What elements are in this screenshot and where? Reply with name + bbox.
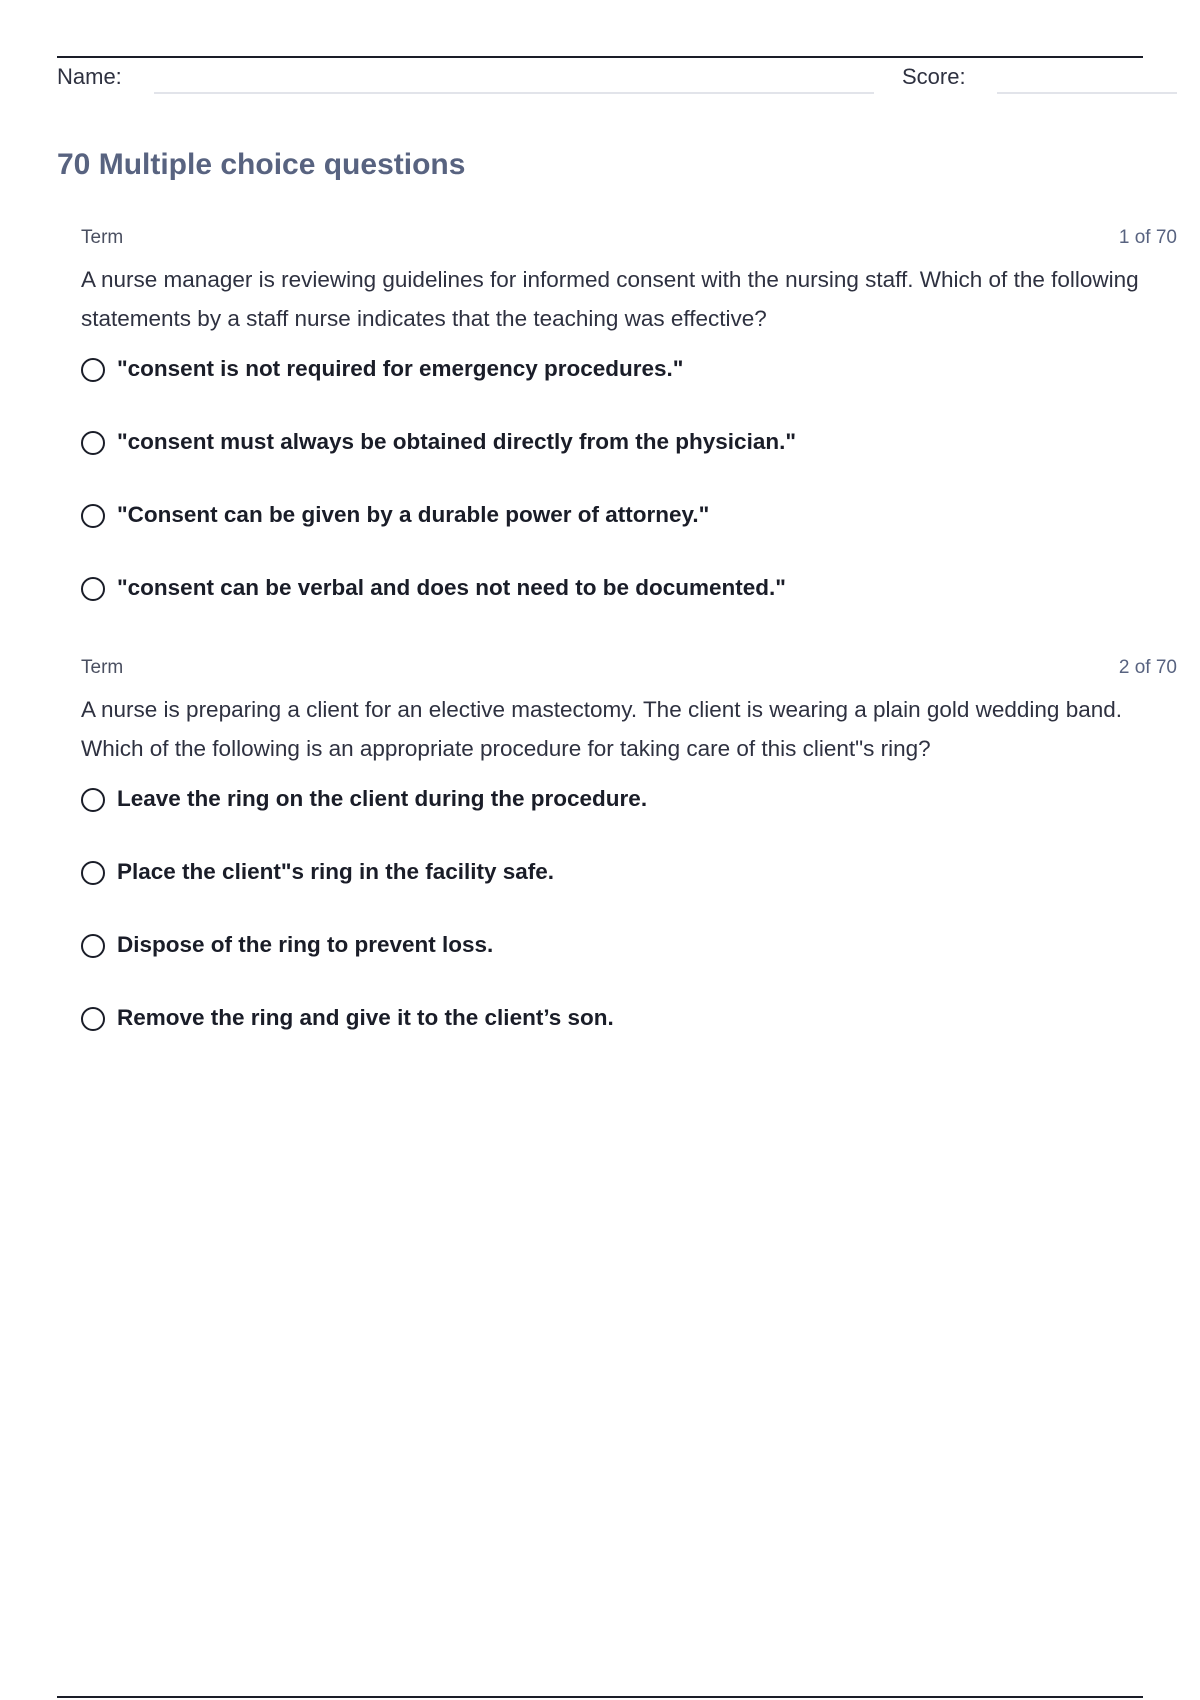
question-card xyxy=(81,655,1177,1074)
answer-option-label: Leave the ring on the client during the procedure. xyxy=(117,786,648,811)
top-divider xyxy=(57,56,1143,58)
name-label: Name: xyxy=(57,64,122,89)
radio-button-icon[interactable] xyxy=(81,358,105,382)
bottom-divider xyxy=(57,1696,1143,1698)
answer-option-label: Remove the ring and give it to the client’s son. xyxy=(117,1005,614,1030)
radio-button-icon[interactable] xyxy=(81,431,105,455)
answer-option-label: "consent can be verbal and does not need to be documented." xyxy=(117,575,786,600)
answer-option[interactable] xyxy=(81,498,1177,571)
name-field-line[interactable] xyxy=(154,92,874,94)
answer-option[interactable] xyxy=(81,571,1177,644)
radio-button-icon[interactable] xyxy=(81,934,105,958)
term-label: Term xyxy=(81,227,124,248)
radio-button-icon[interactable] xyxy=(81,861,105,885)
name-score-header xyxy=(57,62,1177,102)
answer-option-label: "consent must always be obtained directly from the physician." xyxy=(117,429,796,454)
question-header xyxy=(81,225,1177,253)
question-header xyxy=(81,655,1177,683)
question-text: A nurse manager is reviewing guidelines for informed consent with the nursing staff. Which of the following statements by a staff nurse indicates that the teaching was effective? xyxy=(81,267,1139,331)
term-label: Term xyxy=(81,657,124,678)
question-counter: 2 of 70 xyxy=(1118,657,1177,678)
answer-option[interactable] xyxy=(81,425,1177,498)
score-label: Score: xyxy=(902,64,966,89)
answer-options xyxy=(81,782,1177,1074)
radio-button-icon[interactable] xyxy=(81,504,105,528)
answer-option[interactable] xyxy=(81,782,1177,855)
answer-option[interactable] xyxy=(81,1001,1177,1074)
score-field-line[interactable] xyxy=(997,92,1177,94)
radio-button-icon[interactable] xyxy=(81,577,105,601)
answer-option-label: "consent is not required for emergency procedures." xyxy=(117,356,684,381)
radio-button-icon[interactable] xyxy=(81,788,105,812)
answer-options xyxy=(81,352,1177,644)
radio-button-icon[interactable] xyxy=(81,1007,105,1031)
answer-option-label: Place the client"s ring in the facility safe. xyxy=(117,859,555,884)
answer-option[interactable] xyxy=(81,855,1177,928)
section-title: 70 Multiple choice questions xyxy=(57,148,466,181)
question-text: A nurse is preparing a client for an elective mastectomy. The client is wearing a plain gold wedding band. Which of the following is an appropriate procedure for taking care of this client"s ring? xyxy=(81,697,1122,761)
question-counter: 1 of 70 xyxy=(1118,227,1177,248)
answer-option-label: "Consent can be given by a durable power of attorney." xyxy=(117,502,710,527)
answer-option[interactable] xyxy=(81,352,1177,425)
answer-option-label: Dispose of the ring to prevent loss. xyxy=(117,932,494,957)
question-card xyxy=(81,225,1177,644)
answer-option[interactable] xyxy=(81,928,1177,1001)
